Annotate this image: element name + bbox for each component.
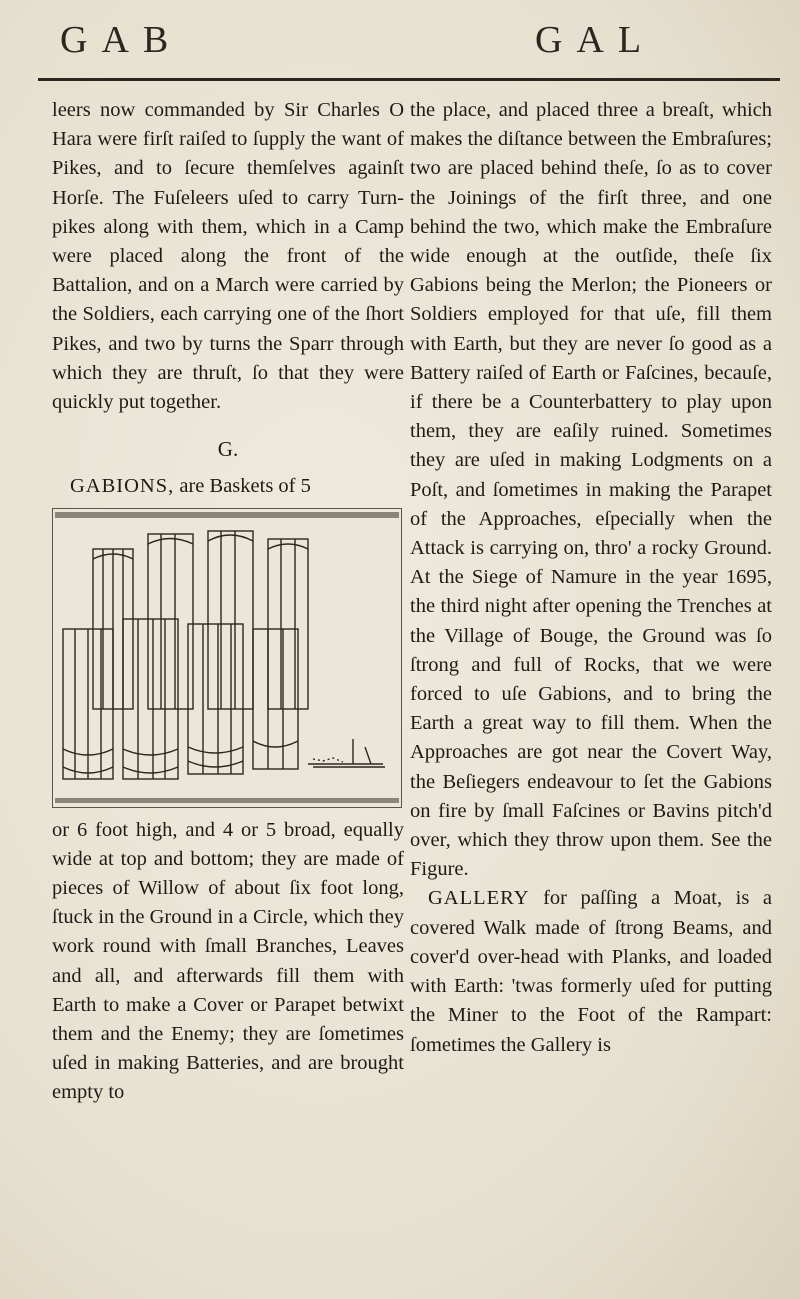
- fuseleers-paragraph: leers now commanded by Sir Charles O Hara were firſt raiſed to ſupply the want of Pikes, and to ſecure themſelves againſt Horſe. The Fuſeleers uſed to carry Turn-pikes along with them, which in a Camp were placed along the front of the Battalion, and on a March were carried by the Soldiers, each carrying one of the ſhort Pikes, and two by turns the Sparr through which they are thruſt, ſo that they were quickly put together.: [52, 99, 404, 414]
- gabions-entry-start: [52, 472, 404, 501]
- gabions-headword: GABIONS,: [70, 475, 175, 498]
- right-column: [410, 96, 772, 1060]
- running-head: [0, 18, 800, 68]
- gabions-figure: [52, 508, 402, 808]
- header-rule: [38, 78, 780, 81]
- section-letter: G.: [217, 437, 239, 462]
- left-column: [52, 96, 404, 1108]
- headword-right: GAL: [535, 19, 656, 61]
- gabions-continuation: the place, and placed three a breaſt, which makes the diſtance between the Embraſures; two are placed behind theſe, ſo as to cover the Joinings of the firſt three, and one behind the two, which make the Embraſure wide enough at the outſide, theſe ſix Gabions being the Merlon; the Pioneers or Soldiers employed for that uſe, fill them with Earth, but they are never ſo good as a Battery raiſed of Earth or Faſcines, becauſe, if there be a Counterbattery to play upon them, they are eaſily ruined. Sometimes they are uſed in making Lodgments on a Poſt, and ſometimes in making the Parapet of the Approaches, eſpecially when the Attack is carrying on, thro' a rocky Ground. At the Siege of Namure in the year 1695, the third night after opening the Trenches at the Village of Bouge, the Ground was ſo ſtrong and full of Rocks, that we were forced to uſe Gabions, and to bring the Earth a great way to fill them. When the Approaches are got near the Covert Way, the Beſiegers endeavour to ſet the Gabions on fire by ſmall Faſcines or Bavins pitch'd over, which they throw upon them. See the Figure.: [410, 99, 772, 881]
- gabion-2: [148, 534, 193, 709]
- gallery-entry: [410, 884, 772, 1059]
- gabions-intro: are Baskets of 5: [174, 475, 311, 498]
- gabion-4: [268, 539, 308, 709]
- headword-left: GAB: [60, 19, 183, 61]
- gabions-engraving: [53, 509, 401, 807]
- gallery-text: for paſſing a Moat, is a covered Walk made of ſtrong Beams, and cover'd over-head with Planks, and loaded with Earth: 'twas formerly uſed for putting the Miner to the Foot of the Rampart: ſometimes the Gallery is: [410, 887, 772, 1056]
- gabions-description: or 6 foot high, and 4 or 5 broad, equally wide at top and bottom; they are made of pieces of Willow of about ſix foot long, ſtuck in the Ground in a Circle, which they work round with ſmall Branches, Leaves and all, and afterwards fill them with Earth to make a Cover or Parapet betwixt them and the Enemy; they are ſometimes uſed in making Batteries, and are brought empty to: [52, 818, 404, 1104]
- gabion-8: [253, 629, 298, 769]
- gallery-headword: GALLERY: [428, 887, 530, 910]
